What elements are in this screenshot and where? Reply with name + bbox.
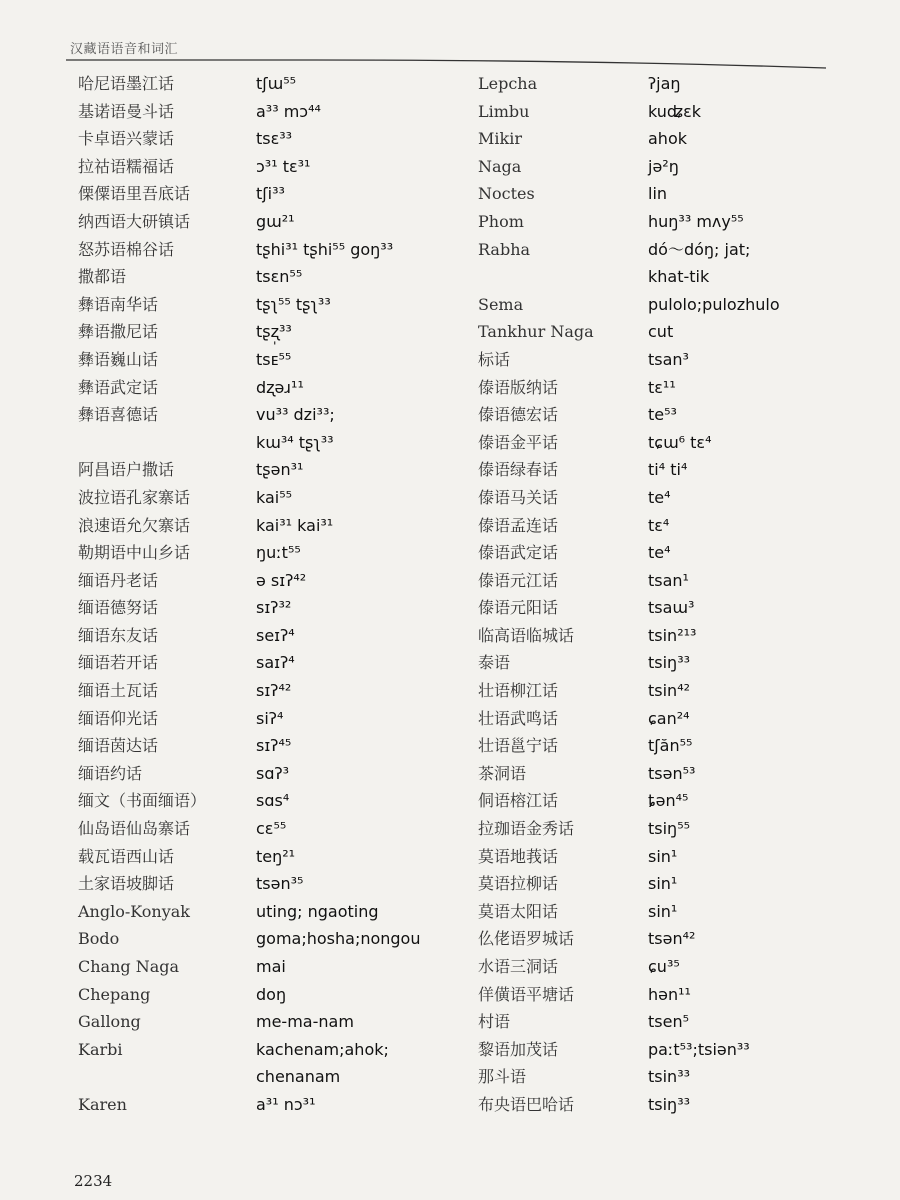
entry-row <box>478 1008 898 1036</box>
word-form: tʃi³³ <box>256 184 285 204</box>
entry-row <box>478 594 898 622</box>
dialect-name: 哈尼语墨江话 <box>78 74 175 93</box>
entry-row <box>78 1063 498 1091</box>
entry-row <box>478 567 898 595</box>
entry-row <box>78 125 498 153</box>
dialect-name: Sema <box>478 294 524 314</box>
entry-row <box>478 1036 898 1064</box>
entry-row <box>78 1008 498 1036</box>
dialect-name: 傣语武定话 <box>478 543 559 563</box>
word-form: a³¹ nɔ³¹ <box>256 1094 316 1114</box>
word-form: sɑʔ³ <box>256 763 290 783</box>
dialect-name: 缅语若开话 <box>78 653 159 673</box>
word-form: paːt⁵³;tsiən³³ <box>648 1039 750 1059</box>
dialect-name: 壮语邕宁话 <box>478 736 559 756</box>
entry-row <box>78 787 498 815</box>
dialect-name: 彝语撒尼话 <box>78 322 159 342</box>
dialect-name: 缅语丹老话 <box>78 570 159 590</box>
entry-row <box>478 843 898 871</box>
word-form: a³³ mɔ⁴⁴ <box>256 101 321 121</box>
word-form: tʂʐ̩³³ <box>256 322 292 342</box>
entry-row <box>78 318 498 346</box>
word-form: hən¹¹ <box>648 984 691 1004</box>
dialect-name: 缅语土瓦话 <box>78 681 159 701</box>
entry-row <box>78 567 498 595</box>
word-form: dó～dóŋ; jat; <box>648 239 751 259</box>
word-form: sɪʔ⁴⁵ <box>256 736 292 756</box>
word-form: ŋuːt⁵⁵ <box>256 543 301 563</box>
word-form: kai⁵⁵ <box>256 487 293 507</box>
dialect-name: Mikir <box>478 129 522 149</box>
entry-row <box>478 291 898 319</box>
dialect-name: 缅语东友话 <box>78 625 159 645</box>
entry-row <box>478 760 898 788</box>
word-form: tsin³³ <box>648 1067 691 1087</box>
word-form: tsᴇ⁵⁵ <box>256 349 292 369</box>
entry-row <box>78 291 498 319</box>
dialect-name: 傣语德宏话 <box>478 405 559 425</box>
dialect-name: 卡卓语兴蒙话 <box>78 129 175 149</box>
dialect-name: 载瓦语西山话 <box>78 846 175 866</box>
word-form: sin¹ <box>648 901 678 921</box>
dialect-name: 阿昌语户撒话 <box>78 460 175 480</box>
entry-row <box>478 677 898 705</box>
word-form: sɑs⁴ <box>256 791 290 811</box>
word-form: vu³³ dzi³³; <box>256 405 335 425</box>
dialect-name: 莫语拉柳话 <box>478 874 559 894</box>
dialect-name: 拉珈语金秀话 <box>478 819 575 839</box>
word-form: ɔ³¹ tɛ³¹ <box>256 156 311 176</box>
dialect-name: 傣语版纳话 <box>478 377 559 397</box>
entry-row <box>478 512 898 540</box>
dialect-name: 标话 <box>478 349 511 369</box>
entry-row <box>78 843 498 871</box>
entry-row <box>478 649 898 677</box>
entry-row <box>78 732 498 760</box>
dialect-name: 侗语榕江话 <box>478 791 559 811</box>
entry-row <box>78 677 498 705</box>
entry-row <box>478 622 898 650</box>
entry-row <box>78 263 498 291</box>
page-number: 2234 <box>74 1172 113 1190</box>
dialect-name: 彝语巍山话 <box>78 349 159 369</box>
entry-row <box>478 1091 898 1119</box>
dialect-name: Noctes <box>478 184 535 204</box>
dialect-name: 傣语马关话 <box>478 487 559 507</box>
entry-row <box>78 429 498 457</box>
word-form: sin¹ <box>648 846 678 866</box>
dialect-name: 水语三洞话 <box>478 957 559 976</box>
right-column <box>478 70 898 1119</box>
dialect-name: 纳西语大研镇话 <box>78 211 191 231</box>
word-form: ɕan²⁴ <box>648 708 690 728</box>
dialect-name: 那斗语 <box>478 1067 527 1087</box>
word-form: gɯ²¹ <box>256 211 295 231</box>
entry-row <box>78 981 498 1009</box>
dialect-name: 浪速语允欠寨话 <box>78 515 191 535</box>
dialect-name: Karen <box>78 1094 127 1114</box>
entry-row <box>78 236 498 264</box>
word-form: tsin²¹³ <box>648 625 697 645</box>
entry-row <box>78 705 498 733</box>
word-form: seɪʔ⁴ <box>256 625 295 645</box>
word-form: tsiŋ³³ <box>648 1094 691 1114</box>
entry-row <box>478 153 898 181</box>
word-form: tsaɯ³ <box>648 598 695 618</box>
word-form: tsin⁴² <box>648 681 691 701</box>
entry-row <box>478 732 898 760</box>
word-form: tɛ⁴ <box>648 515 670 535</box>
word-form: ə sɪʔ⁴² <box>256 570 307 590</box>
dialect-name: 村语 <box>478 1012 511 1032</box>
dialect-name: 傣语绿春话 <box>478 460 559 480</box>
entry-row <box>78 484 498 512</box>
entry-row <box>478 236 898 264</box>
dialect-name: 基诺语曼斗话 <box>78 101 175 121</box>
entry-row <box>78 401 498 429</box>
entry-row <box>478 70 898 98</box>
word-form: jə²ŋ <box>648 156 679 176</box>
dialect-name: 缅语仰光话 <box>78 708 159 728</box>
entry-row <box>78 815 498 843</box>
word-form: tʂhi³¹ tʂhi⁵⁵ goŋ³³ <box>256 239 394 259</box>
entry-row <box>78 374 498 402</box>
dialect-name: 壮语柳江话 <box>478 681 559 701</box>
word-form: tʂən³¹ <box>256 460 304 480</box>
entry-row <box>478 898 898 926</box>
dialect-name: 彝语武定话 <box>78 377 159 397</box>
entry-row <box>78 594 498 622</box>
word-form: mai <box>256 957 286 976</box>
entry-row <box>478 484 898 512</box>
entry-row <box>478 263 898 291</box>
entry-row <box>78 925 498 953</box>
word-form: tʃăn⁵⁵ <box>648 736 693 756</box>
word-form: tsən⁴² <box>648 929 696 949</box>
entry-row <box>478 1063 898 1091</box>
dialect-name: 傣语元阳话 <box>478 598 559 618</box>
word-form: ʔjaŋ <box>648 74 681 93</box>
dialect-name: 莫语太阳话 <box>478 901 559 921</box>
entry-row <box>78 208 498 236</box>
dialect-name: Karbi <box>78 1039 123 1059</box>
word-form: ɕu³⁵ <box>648 957 680 976</box>
entry-row <box>478 456 898 484</box>
entry-row <box>78 898 498 926</box>
word-form: kachenam;ahok; <box>256 1039 389 1059</box>
entry-row <box>78 539 498 567</box>
word-form: tʂʅ⁵⁵ tʂʅ³³ <box>256 294 331 314</box>
dialect-name: Tankhur Naga <box>478 322 594 342</box>
dialect-name: 缅语约话 <box>78 763 143 783</box>
entry-row <box>478 787 898 815</box>
entry-row <box>478 429 898 457</box>
entry-row <box>78 760 498 788</box>
entry-row <box>478 925 898 953</box>
word-form: sɪʔ³² <box>256 598 292 618</box>
dialect-name: 怒苏语棉谷话 <box>78 239 175 259</box>
entry-row <box>478 705 898 733</box>
dialect-name: 彝语喜德话 <box>78 405 159 425</box>
dialect-name: 佯僙语平塘话 <box>478 984 575 1004</box>
entry-row <box>78 870 498 898</box>
dialect-name: 缅文（书面缅语） <box>78 791 207 811</box>
dialect-name: 布央语巴哈话 <box>478 1094 575 1114</box>
word-form: sin¹ <box>648 874 678 894</box>
entry-row <box>78 1091 498 1119</box>
entry-row <box>478 815 898 843</box>
dialect-name: 土家语坡脚话 <box>78 874 175 894</box>
dialect-name: Naga <box>478 156 522 176</box>
word-form: kai³¹ kai³¹ <box>256 515 334 535</box>
dialect-name: 波拉语孔家寨话 <box>78 487 191 507</box>
entry-row <box>78 98 498 126</box>
word-form: doŋ <box>256 984 287 1004</box>
dialect-name: Chang Naga <box>78 957 180 976</box>
word-form: siʔ⁴ <box>256 708 284 728</box>
entry-row <box>78 70 498 98</box>
dialect-name: 傣语金平话 <box>478 432 559 452</box>
dialect-name: 彝语南华话 <box>78 294 159 314</box>
header-title: 汉藏语语音和词汇 <box>70 42 179 57</box>
dialect-name: 黎语加茂话 <box>478 1039 559 1059</box>
word-form: tsɛn⁵⁵ <box>256 267 303 287</box>
word-form: tsən³⁵ <box>256 874 304 894</box>
dialect-name: Chepang <box>78 984 151 1004</box>
entry-row <box>78 649 498 677</box>
dialect-name: 临高语临城话 <box>478 625 575 645</box>
word-form: chenanam <box>256 1067 341 1087</box>
word-form: pulolo;pulozhulo <box>648 294 780 314</box>
dialect-name: 傈僳语里吾底话 <box>78 184 191 204</box>
entry-row <box>478 125 898 153</box>
word-form: tɕɯ⁶ tɛ⁴ <box>648 432 712 452</box>
entry-row <box>78 953 498 981</box>
word-form: ȶən⁴⁵ <box>648 791 689 811</box>
dialect-name: 仫佬语罗城话 <box>478 929 575 949</box>
entry-row <box>78 456 498 484</box>
word-form: teŋ²¹ <box>256 846 296 866</box>
word-form: khat-tik <box>648 267 710 287</box>
entry-row <box>478 374 898 402</box>
dialect-name: Bodo <box>78 929 120 949</box>
word-form: tsiŋ³³ <box>648 653 691 673</box>
word-form: ahok <box>648 129 687 149</box>
dialect-name: 茶洞语 <box>478 763 527 783</box>
entry-row <box>478 401 898 429</box>
dialect-name: Anglo-Konyak <box>78 901 190 921</box>
word-form: lin <box>648 184 668 204</box>
word-form: tsen⁵ <box>648 1012 690 1032</box>
entry-row <box>478 953 898 981</box>
dialect-name: 勒期语中山乡话 <box>78 543 191 563</box>
word-form: kuʥɛk <box>648 101 702 121</box>
word-form: te⁴ <box>648 487 671 507</box>
dialect-name: Phom <box>478 211 524 231</box>
word-form: tsiŋ⁵⁵ <box>648 819 691 839</box>
entry-row <box>78 622 498 650</box>
entry-row <box>478 346 898 374</box>
dialect-name: 壮语武鸣话 <box>478 708 559 728</box>
dialect-name: 缅语茵达话 <box>78 736 159 756</box>
entry-row <box>478 208 898 236</box>
word-form: tɛ¹¹ <box>648 377 676 397</box>
entry-row <box>78 180 498 208</box>
word-form: me-ma-nam <box>256 1012 354 1032</box>
word-form: uting; ngaoting <box>256 901 379 921</box>
dialect-name: 傣语元江话 <box>478 570 559 590</box>
word-form: huŋ³³ mʌy⁵⁵ <box>648 211 744 231</box>
dialect-name: 莫语地莪话 <box>478 846 559 866</box>
dialect-name: 撒都语 <box>78 267 127 287</box>
dialect-name: 缅语德努话 <box>78 598 159 618</box>
word-form: te⁴ <box>648 543 671 563</box>
entry-row <box>478 981 898 1009</box>
entry-row <box>78 153 498 181</box>
word-form: kɯ³⁴ tʂʅ³³ <box>256 432 334 452</box>
word-form: saɪʔ⁴ <box>256 653 295 673</box>
word-form: goma;hosha;nongou <box>256 929 421 949</box>
word-form: cɛ⁵⁵ <box>256 819 287 839</box>
entry-row <box>478 318 898 346</box>
dialect-name: 拉祜语糯福话 <box>78 156 175 176</box>
entry-row <box>78 512 498 540</box>
dialect-name: Limbu <box>478 101 530 121</box>
dialect-name: 泰语 <box>478 653 511 673</box>
word-form: tsan¹ <box>648 570 689 590</box>
left-column <box>78 70 498 1119</box>
word-form: tsan³ <box>648 349 689 369</box>
dialect-name: Lepcha <box>478 74 538 93</box>
dialect-name: Rabha <box>478 239 531 259</box>
word-form: ti⁴ ti⁴ <box>648 460 688 480</box>
word-form: cut <box>648 322 674 342</box>
entry-row <box>478 180 898 208</box>
entry-row <box>478 870 898 898</box>
word-form: tʃɯ⁵⁵ <box>256 74 297 93</box>
entry-row <box>478 98 898 126</box>
word-form: dʐəɹ¹¹ <box>256 377 304 397</box>
dialect-name: Gallong <box>78 1012 141 1032</box>
word-form: sɪʔ⁴² <box>256 681 292 701</box>
entry-row <box>78 1036 498 1064</box>
word-form: tsɛ³³ <box>256 129 293 149</box>
word-form: tsən⁵³ <box>648 763 696 783</box>
word-form: te⁵³ <box>648 405 677 425</box>
entry-row <box>478 539 898 567</box>
dialect-name: 仙岛语仙岛寨话 <box>78 819 191 839</box>
entry-row <box>78 346 498 374</box>
dialect-name: 傣语孟连话 <box>478 515 559 535</box>
